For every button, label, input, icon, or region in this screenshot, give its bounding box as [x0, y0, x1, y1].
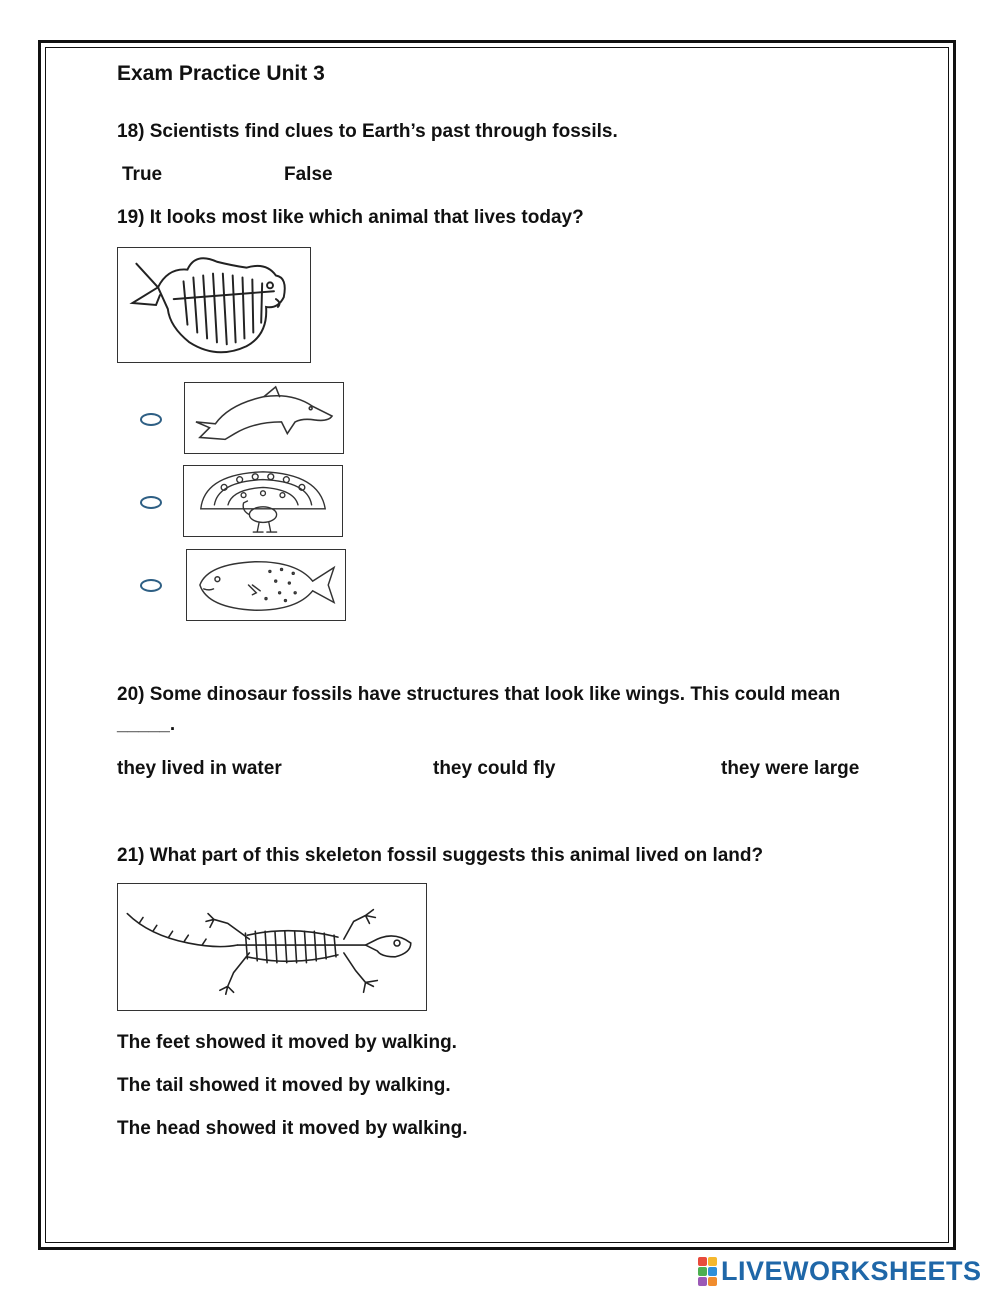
- question-19-text: 19) It looks most like which animal that lives today?: [117, 207, 584, 228]
- question-18-text: 18) Scientists find clues to Earth’s past through fossils.: [117, 121, 618, 142]
- dolphin-illustration: [185, 383, 343, 453]
- option-peacock-radio[interactable]: [140, 496, 162, 509]
- peacock-illustration: [184, 466, 342, 536]
- option-peacock-image[interactable]: [183, 465, 343, 537]
- fish-fossil-illustration: [118, 248, 310, 362]
- answer-head[interactable]: The head showed it moved by walking.: [117, 1118, 468, 1139]
- answer-tail[interactable]: The tail showed it moved by walking.: [117, 1075, 451, 1096]
- fish-fossil-image: [117, 247, 311, 363]
- liveworksheets-logo: [698, 1256, 982, 1286]
- question-20-blank: _____.: [117, 714, 176, 735]
- liveworksheets-logo-icon: [698, 1257, 717, 1286]
- question-20-text: 20) Some dinosaur fossils have structures that look like wings. This could mean: [117, 684, 841, 705]
- option-dolphin-image[interactable]: [184, 382, 344, 454]
- worksheet-title: Exam Practice Unit 3: [117, 62, 325, 85]
- option-fish-image[interactable]: [186, 549, 346, 621]
- reptile-skeleton-illustration: [118, 884, 426, 1010]
- option-fish-radio[interactable]: [140, 579, 162, 592]
- answer-feet[interactable]: The feet showed it moved by walking.: [117, 1032, 457, 1053]
- answer-could-fly[interactable]: they could fly: [433, 758, 556, 779]
- answer-were-large[interactable]: they were large: [721, 758, 860, 779]
- fish-illustration: [187, 550, 345, 620]
- question-21-text: 21) What part of this skeleton fossil suggests this animal lived on land?: [117, 845, 764, 866]
- answer-false[interactable]: False: [284, 164, 333, 185]
- liveworksheets-brand-text: LIVEWORKSHEETS: [721, 1255, 982, 1286]
- answer-lived-in-water[interactable]: they lived in water: [117, 758, 282, 779]
- skeleton-fossil-image: [117, 883, 427, 1011]
- option-dolphin-radio[interactable]: [140, 413, 162, 426]
- answer-true[interactable]: True: [122, 164, 163, 185]
